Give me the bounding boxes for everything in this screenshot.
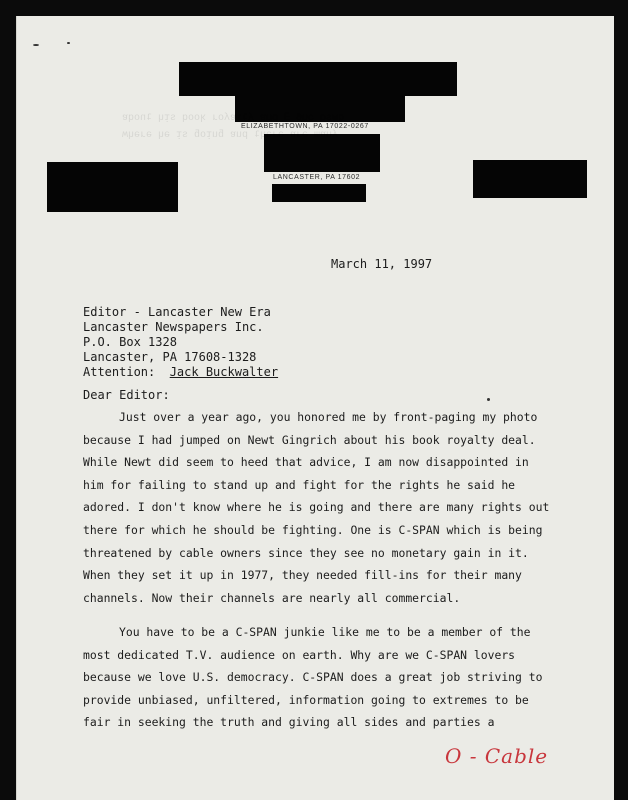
recipient-line-1: Editor - Lancaster New Era (83, 305, 271, 319)
redacted-right-block (473, 160, 587, 198)
speck-mark (487, 398, 490, 401)
salutation: Dear Editor: (83, 388, 170, 402)
speck-mark (33, 44, 39, 46)
attention-label: Attention: (83, 365, 156, 379)
letterhead-address-1: ELIZABETHTOWN, PA 17022-0267 (241, 123, 369, 130)
recipient-line-2: Lancaster Newspapers Inc. (83, 320, 264, 334)
letter-paper (16, 16, 614, 800)
speck-mark (67, 42, 70, 44)
show-through-text: ʎuɐɯ ǝɹɐ ǝɹǝɥʇ puɐ ƃuᴉoƃ sᴉ ǝɥ ǝɹǝɥʍ (122, 130, 339, 141)
handwritten-annotation: O - Cable (445, 744, 549, 768)
redacted-left-block (47, 162, 178, 212)
letter-date: March 11, 1997 (331, 257, 433, 271)
letterhead-address-2: LANCASTER, PA 17602 (273, 174, 361, 181)
body-paragraph-2: You have to be a C-SPAN junkie like me to be a member of the most dedicated T.V. audience on earth. Why are we C-SPAN lovers because we love U.S. democracy. C-SPAN does a great job striving to provide unbiased, unfiltered, information going to extremes to be fair in seeking the truth and giving all sides and parties a (83, 625, 543, 730)
show-through-text: qwsq ɔu6 ∃ pµɐ ʎʇʅɐʎoɹ ʞooq sᴉɥ ʇnoqɐ (122, 113, 345, 124)
attention-line (83, 365, 278, 379)
recipient-line-3: P.O. Box 1328 (83, 335, 177, 349)
recipient-line-4: Lancaster, PA 17608-1328 (83, 350, 257, 364)
body-paragraph-1: Just over a year ago, you honored me by front-paging my photo because I had jumped on Newt Gingrich about his book royalty deal. While Newt did seem to heed that advice, I am now disappointed in him for failing to stand up and fight for the rights he said he adored. I don't know where he is going and there are many rights out there for which he should be fighting. One is C-SPAN which is being threatened by cable owners since they see no monetary gain in it. When they set it up in 1977, they needed fill-ins for their many channels. Now their channels are nearly all commercial. (83, 410, 550, 605)
redacted-letterhead-name (179, 62, 457, 96)
attention-name: Jack Buckwalter (169, 365, 279, 379)
redacted-letterhead-line (272, 184, 366, 202)
